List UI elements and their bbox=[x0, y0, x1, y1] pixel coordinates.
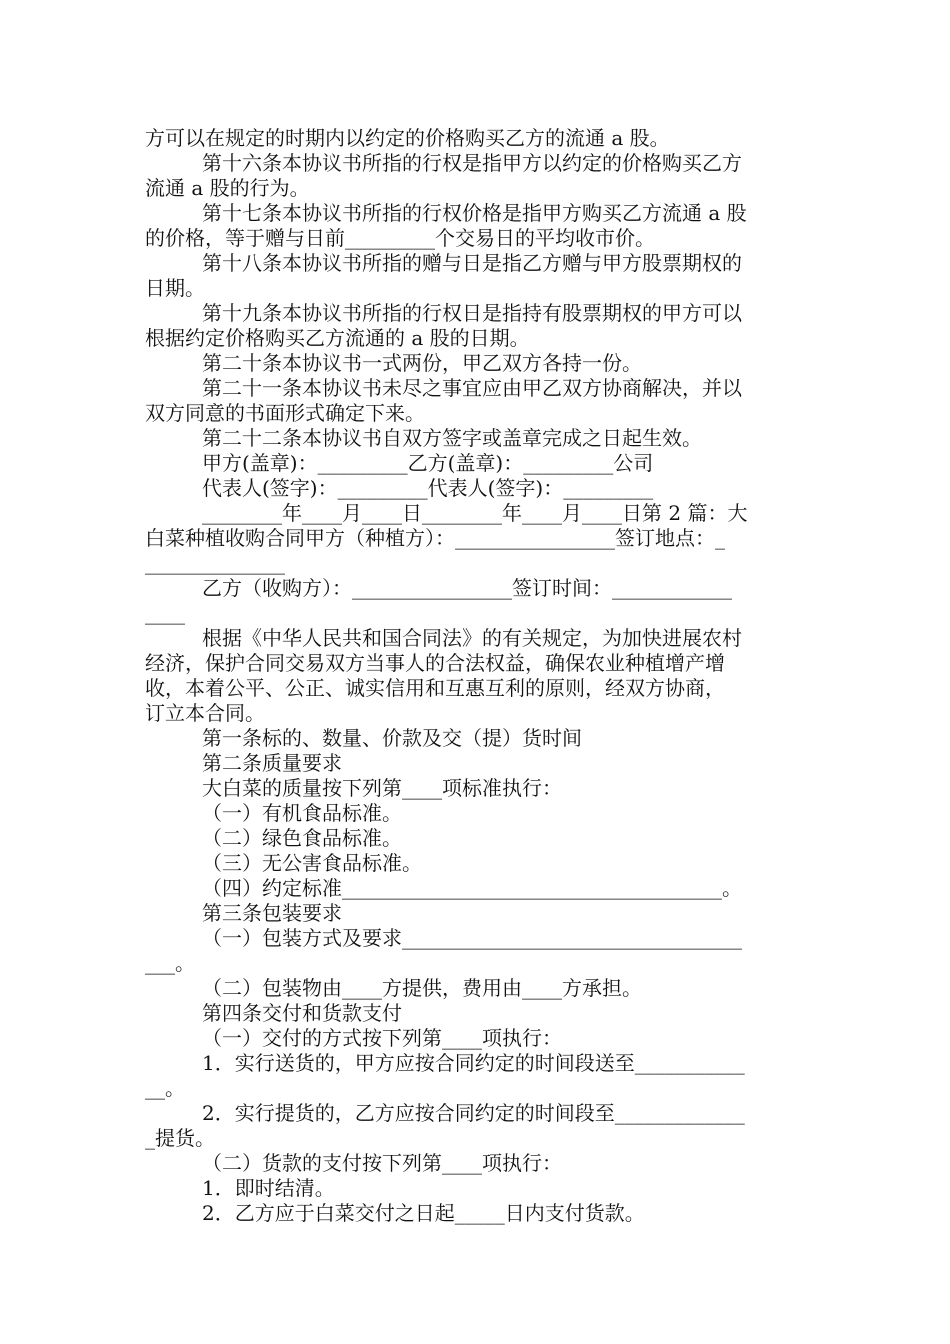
text-line: 第二条质量要求 bbox=[202, 751, 342, 775]
text-line: 第一条标的、数量、价款及交（提）货时间 bbox=[202, 726, 582, 750]
text-line: 第十九条本协议书所指的行权日是指持有股票期权的甲方可以 bbox=[202, 301, 742, 325]
text-line: （二）包装物由____方提供，费用由____方承担。 bbox=[202, 976, 642, 1000]
text-line: （三）无公害食品标准。 bbox=[202, 851, 422, 875]
text-line: 2．乙方应于白菜交付之日起_____日内支付货款。 bbox=[202, 1201, 645, 1225]
text-line: ___。 bbox=[145, 951, 195, 975]
text-line: 经济，保护合同交易双方当事人的合法权益，确保农业种植增产增 bbox=[145, 651, 725, 675]
text-line: 第十六条本协议书所指的行权是指甲方以约定的价格购买乙方 bbox=[202, 151, 742, 175]
text-line: 方可以在规定的时期内以约定的价格购买乙方的流通 a 股。 bbox=[145, 126, 670, 150]
text-line: 第十七条本协议书所指的行权价格是指甲方购买乙方流通 a 股 bbox=[202, 201, 747, 225]
text-line: 第二十条本协议书一式两份，甲乙双方各持一份。 bbox=[202, 351, 642, 375]
text-line: 白菜种植收购合同甲方（种植方）：________________签订地点：_ bbox=[145, 526, 725, 550]
text-line: 第三条包装要求 bbox=[202, 901, 342, 925]
text-line: 第二十二条本协议书自双方签字或盖章完成之日起生效。 bbox=[202, 426, 702, 450]
text-line: 第四条交付和货款支付 bbox=[202, 1001, 402, 1025]
text-line: 乙方（收购方）：________________签订时间：____________ bbox=[202, 576, 732, 600]
text-line: 根据《中华人民共和国合同法》的有关规定，为加快进展农村 bbox=[202, 626, 742, 650]
text-line: 1．实行送货的，甲方应按合同约定的时间段送至___________ bbox=[202, 1051, 745, 1075]
text-line: （一）有机食品标准。 bbox=[202, 801, 402, 825]
text-line: ______________ bbox=[145, 551, 285, 575]
text-line: 第十八条本协议书所指的赠与日是指乙方赠与甲方股票期权的 bbox=[202, 251, 742, 275]
text-line: 双方同意的书面形式确定下来。 bbox=[145, 401, 425, 425]
text-line: 大白菜的质量按下列第____项标准执行： bbox=[202, 776, 562, 800]
text-line: 的价格，等于赠与日前_________个交易日的平均收市价。 bbox=[145, 226, 655, 250]
text-line: （二）绿色食品标准。 bbox=[202, 826, 402, 850]
text-line: 第二十一条本协议书未尽之事宜应由甲乙双方协商解决，并以 bbox=[202, 376, 742, 400]
text-line: （四）约定标准______________________________________。 bbox=[202, 876, 742, 900]
text-line: 日期。 bbox=[145, 276, 205, 300]
text-line: 流通 a 股的行为。 bbox=[145, 176, 310, 200]
text-line: _提货。 bbox=[145, 1126, 215, 1150]
text-line: 2．实行提货的，乙方应按合同约定的时间段至_____________ bbox=[202, 1101, 745, 1125]
text-line: 1．即时结清。 bbox=[202, 1176, 335, 1200]
text-line: 根据约定价格购买乙方流通的 a 股的日期。 bbox=[145, 326, 530, 350]
text-line: __。 bbox=[145, 1076, 185, 1100]
text-line: ____ bbox=[145, 601, 185, 625]
text-line: （二）货款的支付按下列第____项执行： bbox=[202, 1151, 562, 1175]
text-line: 甲方(盖章)：_________乙方(盖章)：_________公司 bbox=[202, 451, 654, 475]
text-line: 收，本着公平、公正、诚实信用和互惠互利的原则，经双方协商， bbox=[145, 676, 725, 700]
text-line: （一）包装方式及要求__________________________________ bbox=[202, 926, 742, 950]
text-line: ________年____月____日________年____月____日第 2 篇：大 bbox=[202, 501, 748, 525]
text-line: 代表人(签字)：_________代表人(签字)：_________ bbox=[202, 476, 654, 500]
text-line: 订立本合同。 bbox=[145, 701, 265, 725]
text-line: （一）交付的方式按下列第____项执行： bbox=[202, 1026, 562, 1050]
